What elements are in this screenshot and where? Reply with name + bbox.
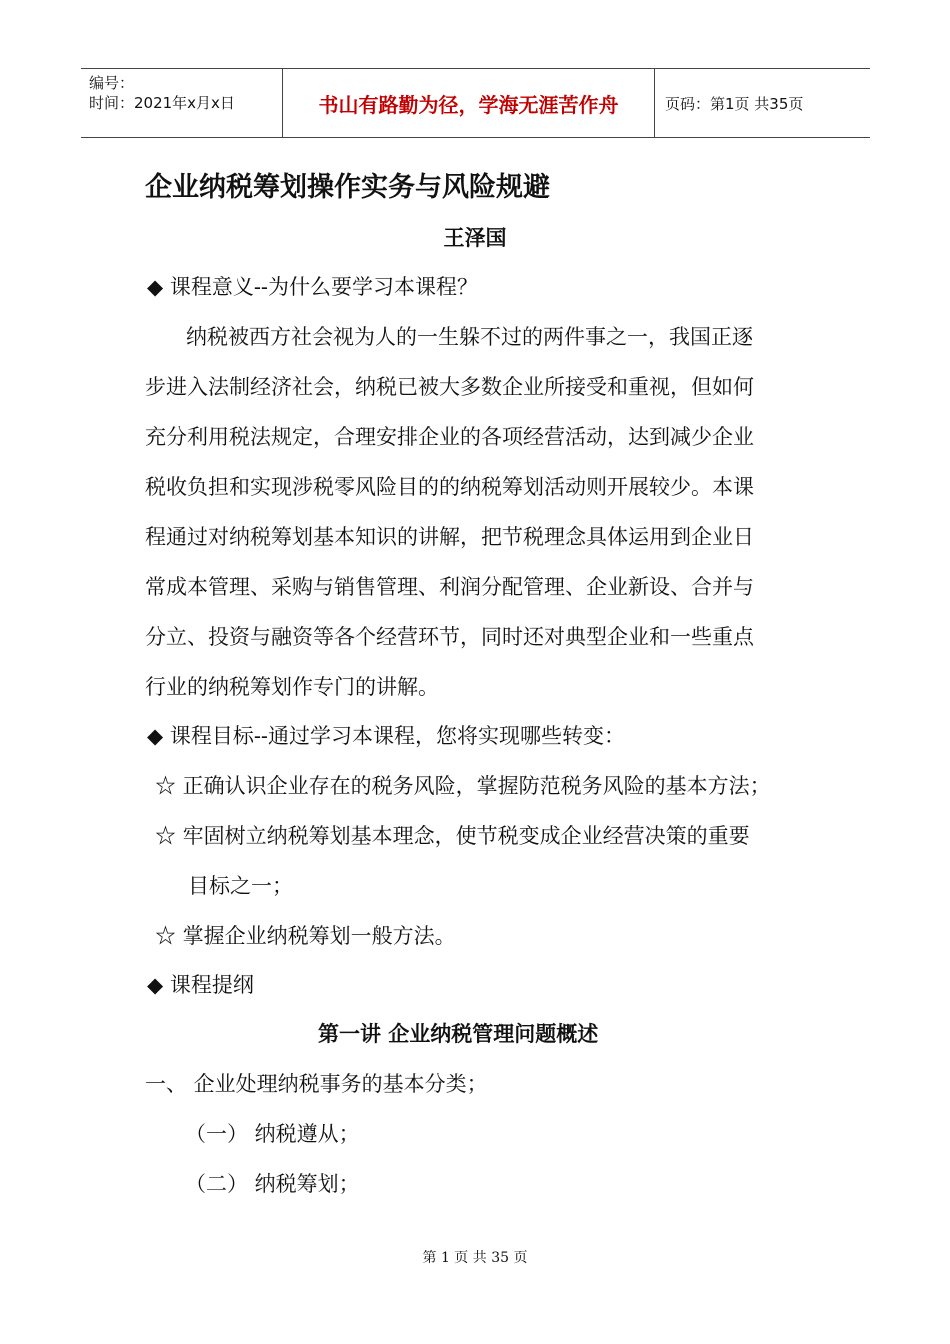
paragraph-line: 步进入法制经济社会，纳税已被大多数企业所接受和重视，但如何 — [145, 375, 754, 399]
paragraph-line: 分立、投资与融资等各个经营环节，同时还对典型企业和一些重点 — [145, 625, 754, 649]
goal-item: ☆ 牢固树立纳税筹划基本理念，使节税变成企业经营决策的重要 — [155, 824, 750, 848]
lecture-heading: 第一讲 企业纳税管理问题概述 — [318, 1022, 599, 1046]
section-goal-heading: ◆ 课程目标--通过学习本课程，您将实现哪些转变： — [147, 724, 626, 748]
outline-subitem: （一） 纳税遵从； — [185, 1122, 360, 1146]
paragraph-line: 常成本管理、采购与销售管理、利润分配管理、企业新设、合并与 — [145, 575, 754, 599]
header-table — [81, 68, 870, 138]
motto-text: 书山有路勤为径，学海无涯苦作舟 — [318, 92, 619, 117]
paragraph-line: 程通过对纳税筹划基本知识的讲解，把节税理念具体运用到企业日 — [145, 525, 754, 549]
goal-item-continued: 目标之一； — [188, 874, 293, 898]
page-code: 页码：第1页 共35页 — [665, 94, 804, 113]
header-meta-cell — [81, 69, 283, 137]
time-label: 时间：2021年x月x日 — [89, 94, 235, 112]
header-page-cell — [655, 69, 870, 137]
goal-item: ☆ 正确认识企业存在的税务风险，掌握防范税务风险的基本方法； — [155, 774, 771, 798]
paragraph-line: 纳税被西方社会视为人的一生躲不过的两件事之一，我国正逐 — [186, 325, 753, 349]
header-motto-cell — [283, 69, 655, 137]
section-meaning-heading: ◆ 课程意义--为什么要学习本课程？ — [147, 275, 479, 299]
document-title: 企业纳税筹划操作实务与风险规避 — [145, 172, 550, 203]
paragraph-line: 行业的纳税筹划作专门的讲解。 — [145, 675, 439, 699]
document-author: 王泽国 — [443, 226, 507, 250]
paragraph-line: 税收负担和实现涉税零风险目的的纳税筹划活动则开展较少。本课 — [145, 475, 754, 499]
section-outline-heading: ◆ 课程提纲 — [147, 973, 254, 997]
paragraph-line: 充分利用税法规定，合理安排企业的各项经营活动，达到减少企业 — [145, 425, 754, 449]
outline-subitem: （二） 纳税筹划； — [185, 1172, 360, 1196]
outline-item: 一、 企业处理纳税事务的基本分类； — [145, 1072, 488, 1096]
page-footer: 第 1 页 共 35 页 — [422, 1250, 528, 1266]
number-label: 编号： — [89, 74, 135, 92]
goal-item: ☆ 掌握企业纳税筹划一般方法。 — [155, 924, 456, 948]
